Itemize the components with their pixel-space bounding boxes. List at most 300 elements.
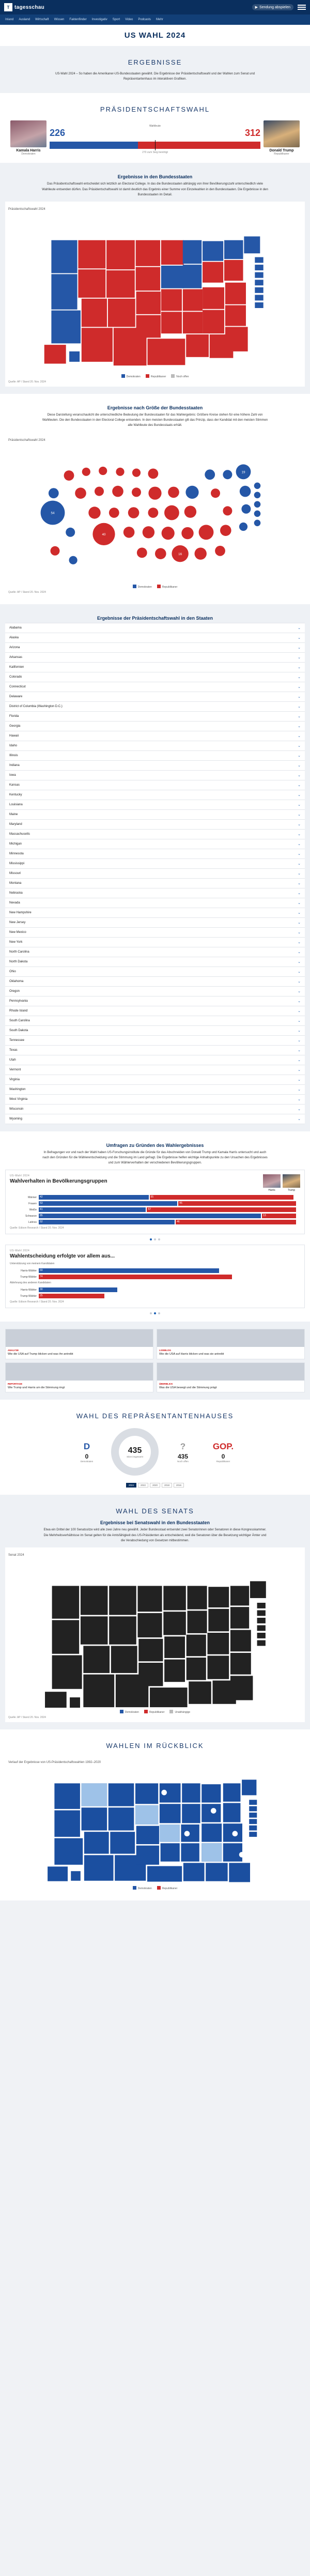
state-row[interactable] [5,869,305,879]
legend-rep: Republikaner [157,1886,177,1890]
electoral-summary [50,120,260,154]
retrospective-section [0,1729,310,1900]
state-row[interactable] [5,1036,305,1046]
senate-section [0,1495,310,1729]
chevron-down-icon: ⌄ [298,871,301,876]
poll-card-motivation[interactable] [5,1245,305,1308]
bar-value-rep: 13 [263,1214,266,1218]
senate-legend [8,1710,302,1714]
state-row[interactable] [5,1105,305,1114]
state-row[interactable] [5,633,305,643]
senate-caption: Quelle: AP / Stand 20. Nov. 2024 [8,1716,46,1719]
state-row[interactable] [5,800,305,810]
teaser-card[interactable] [5,1329,153,1359]
state-name: Rhode Island [9,1009,28,1013]
state-name: Delaware [9,695,23,698]
bubble-map-svg[interactable] [8,443,302,582]
svg-text:40: 40 [102,532,106,536]
senate-map-svg[interactable] [8,1558,302,1708]
state-name: New York [9,940,23,944]
majority-note: 270 zum Sieg benötigt [142,151,168,155]
state-name: Ohio [9,970,16,973]
state-row[interactable] [5,1065,305,1075]
bar-row [10,1220,300,1224]
state-row[interactable] [5,918,305,928]
chevron-down-icon: ⌄ [298,812,301,817]
electoral-counts [50,128,260,139]
card-kicker: US-Wahl 2024 [10,1249,30,1253]
chevron-down-icon: ⌄ [298,1078,301,1082]
house-party-open [167,1442,199,1463]
poll-card-demographics[interactable] [5,1170,305,1234]
bar-row [10,1268,300,1273]
bar-label: Männer [28,1195,37,1199]
candidate-trump [264,120,300,156]
teaser-title: Was die USA bewegt und die Stimmung prägt [159,1386,217,1389]
state-name: Oklahoma [9,979,24,983]
party-count: 435 [177,1452,189,1460]
bar-value: 25 [40,1294,43,1298]
avatar [10,120,47,147]
chevron-down-icon: ⌄ [298,911,301,915]
chevron-down-icon: ⌄ [298,704,301,709]
chevron-down-icon: ⌄ [298,901,301,905]
retro-heading: WAHLEN IM RÜCKBLICK [106,1742,204,1750]
chevron-down-icon: ⌄ [298,832,301,836]
state-row[interactable] [5,879,305,888]
bar-value: 74 [40,1275,43,1279]
state-row[interactable] [5,839,305,849]
bar-row [10,1294,300,1298]
map2-subhead: Präsidentschaftswahl 2024 [8,438,45,442]
state-row[interactable] [5,761,305,771]
electoral-bar [50,142,260,149]
chevron-down-icon: ⌄ [298,744,301,748]
state-row[interactable] [5,1075,305,1085]
teaser-thumbnail [6,1329,153,1347]
bar-value-dem: 41 [40,1208,43,1212]
state-name: Montana [9,881,22,885]
state-name: Georgia [9,724,21,728]
chevron-down-icon: ⌄ [298,695,301,699]
state-name: New Mexico [9,930,26,934]
donut-center [119,1436,151,1468]
teaser-row-1 [5,1329,305,1359]
teaser-thumbnail [157,1363,304,1381]
chevron-down-icon: ⌄ [298,724,301,728]
map2-text: Diese Darstellung veranschaulicht die unterschiedliche Bedeutung der Bundesstaaten für das Wahlergebnis: Größere Kreise stehen für eine höhere Zahl von Wahlleuten. Die den Bundesstaaten in den Electoral College entsenden. In den meisten Bundesstaaten gilt das Prinzip, dass der Kandidat mit den meisten Stimmen alle Wahlleute des Bundesstaats erhält. [42,413,268,427]
presidential-heading: PRÄSIDENTSCHAFTSWAHL [100,105,210,114]
chevron-down-icon: ⌄ [298,803,301,807]
map1-subhead: Präsidentschaftswahl 2024 [8,207,45,211]
state-name: Iowa [9,773,16,777]
polls-intro: In Befragungen vor und nach der Wahl haben US-Forschungsinstitute die Gründe für das Abschneiden von Donald Trump und Kamala Harris untersucht und auch nach den Gründen für die Wählerentscheidung und die Stimmung im Land gefragt. Die Ergebnisse helfen wichtige Anhaltspunkte zu den Ursachen des Ergebnisses und zum Wählerverhalten der verschiedenen Bevölkerungsgruppen. [42,1151,268,1164]
state-name: New Jersey [9,921,26,924]
party-badge: ? [180,1441,186,1451]
pager-dot-3[interactable] [158,1238,160,1240]
house-seat-chart [5,1425,305,1479]
party-caption: Demokraten [80,1460,94,1463]
chevron-down-icon: ⌄ [298,1097,301,1101]
state-name: Michigan [9,842,22,846]
state-row[interactable] [5,859,305,869]
state-name: Nevada [9,901,20,904]
state-row[interactable] [5,898,305,908]
chevron-down-icon: ⌄ [298,862,301,866]
state-name: Connecticut [9,685,26,688]
bar-value-dem: 52 [40,1220,43,1224]
bar-value: 69 [40,1269,43,1272]
retro-map-svg[interactable] [8,1765,302,1884]
legend-open: Noch offen [171,374,189,378]
state-row[interactable] [5,1006,305,1016]
state-row[interactable] [5,996,305,1006]
nav-item-0[interactable]: Inland [5,18,14,21]
legend-ind: Unabhängige [169,1710,190,1714]
menu-button[interactable] [298,5,306,10]
senate-text: Etwa ein Drittel der 100 Senatssitze wird alle zwei Jahre neu gewählt. Jeder Bundesstaat entsendet zwei Senatorinnen oder Senatoren in diese Kongresskammer. Die Mehrheitsverhältnisse im Senat gelten für die Amtsfähigkeit des US-Präsidenten als entscheidend, weil die Senatoren über die Besetzung wichtiger Ämter und die Verabschiedung von Gesetzen mitbestimmen. [43,1528,267,1542]
state-row[interactable] [5,682,305,692]
play-icon: ▶ [255,6,258,9]
chevron-down-icon: ⌄ [298,989,301,993]
teaser-kicker: ÜBERBLICK [159,1382,173,1385]
state-row[interactable] [5,663,305,672]
state-row[interactable] [5,987,305,996]
results-section [0,46,310,93]
play-broadcast-button[interactable] [252,4,293,10]
teaser-card[interactable] [157,1329,305,1359]
electoral-votes-rep: 312 [244,128,260,139]
state-row[interactable] [5,957,305,967]
chevron-down-icon: ⌄ [298,842,301,846]
bar-value-rep: 46 [177,1220,180,1224]
state-row[interactable] [5,849,305,859]
state-row[interactable] [5,830,305,839]
state-row[interactable] [5,771,305,780]
bar-value-rep: 57 [148,1208,151,1212]
chevron-down-icon: ⌄ [298,734,301,738]
avatar [263,1174,281,1188]
teaser-card[interactable] [157,1362,305,1393]
top-header [0,0,310,14]
us-map-svg[interactable] [8,212,302,372]
card-source: Quelle: Edison Research / Stand 20. Nov. 2024 [10,1300,64,1304]
bar-row [10,1287,300,1292]
minicand-label: Harris [268,1189,275,1192]
chevron-down-icon: ⌄ [298,940,301,944]
state-row[interactable] [5,751,305,761]
chevron-down-icon: ⌄ [298,822,301,826]
bar-row [10,1214,300,1218]
states-accordion [5,623,305,1124]
senate-map[interactable] [5,1547,305,1722]
candidate-name: Kamala Harris [16,149,41,153]
nav-item-5[interactable]: Investigativ [91,18,107,21]
party-caption: Noch offen [177,1460,189,1463]
state-choropleth-map[interactable] [5,202,305,387]
nav-item-2[interactable]: Wirtschaft [35,18,49,21]
legend-rep: Republikaner [157,585,177,589]
nav-item-1[interactable]: Ausland [19,18,30,21]
candidate-party: Demokraten [21,152,36,156]
teaser-title: Wie die USA auf Trump blicken und was ihn antreibt [8,1353,73,1356]
state-name: Pennsylvania [9,999,28,1003]
state-name: Kentucky [9,793,22,796]
chevron-down-icon: ⌄ [298,773,301,777]
teaser-kicker: ANALYSE [8,1349,19,1352]
polls-title: Umfragen zu Gründen des Wahlergebnisses [106,1142,204,1148]
chevron-down-icon: ⌄ [298,675,301,679]
bar-label: Frauen [28,1202,37,1205]
chevron-down-icon: ⌄ [298,1019,301,1023]
bar-value-dem: 42 [40,1195,43,1199]
bar-value-dem: 53 [40,1202,43,1205]
chevron-down-icon: ⌄ [298,852,301,856]
bar-value-rep: 55 [150,1195,154,1199]
legend-dem: Demokraten [133,1886,152,1890]
state-row[interactable] [5,780,305,790]
chevron-down-icon: ⌄ [298,960,301,964]
teaser-card[interactable] [5,1362,153,1393]
party-count: 0 [221,1452,225,1460]
state-row[interactable] [5,1085,305,1095]
chevron-down-icon: ⌄ [298,970,301,974]
senate-heading: WAHL DES SENATS [116,1507,194,1515]
state-name: District of Columbia (Washington D.C.) [9,704,63,708]
teaser-title: Wie die USA auf Harris blicken und was sie antreibt [159,1353,224,1356]
retro-subhead: Verlauf der Ergebnisse von US-Präsidentschaftswahlen 1992–2020 [8,1761,101,1764]
state-row[interactable] [5,908,305,918]
state-name: Louisiana [9,803,23,806]
state-name: Indiana [9,763,20,767]
state-row[interactable] [5,1095,305,1105]
chevron-down-icon: ⌄ [298,891,301,895]
bar-value-dem: 85 [40,1214,43,1218]
chevron-down-icon: ⌄ [298,793,301,797]
state-row[interactable] [5,1026,305,1036]
state-row[interactable] [5,643,305,653]
year-tab-2016[interactable]: 2016 [174,1483,184,1488]
state-name: Texas [9,1048,18,1052]
teasers-section [0,1322,310,1400]
bar-value-rep: 45 [179,1202,182,1205]
avatar [283,1174,300,1188]
play-broadcast-label: Sendung abspielen [259,5,290,9]
state-row[interactable] [5,967,305,977]
group-label-support: Unterstützung von meinem Kandidaten [10,1262,55,1266]
year-tab-2020[interactable]: 2020 [150,1483,160,1488]
state-row[interactable] [5,820,305,830]
state-name: Maryland [9,822,22,826]
chevron-down-icon: ⌄ [298,763,301,768]
state-name: Oregon [9,989,20,993]
state-name: West Virginia [9,1097,28,1101]
state-row[interactable] [5,623,305,633]
chevron-down-icon: ⌄ [298,1107,301,1111]
total-seats-caption: Sitze insgesamt [127,1455,143,1458]
svg-text:16: 16 [178,552,182,556]
state-row[interactable] [5,702,305,712]
bar-label: Trump-Wähler [20,1275,37,1279]
nav-item-6[interactable]: Sport [112,18,120,21]
nav-item-3[interactable]: Wissen [54,18,65,21]
bar-label: Weiße [29,1208,37,1212]
states-list-title: Ergebnisse der Präsidentschaftswahl in den Staaten [97,615,213,621]
state-row[interactable] [5,888,305,898]
state-row[interactable] [5,1046,305,1055]
state-name: North Dakota [9,960,28,963]
state-row[interactable] [5,653,305,663]
state-name: Minnesota [9,852,24,855]
state-row[interactable] [5,692,305,702]
state-row[interactable] [5,790,305,800]
house-section [0,1400,310,1495]
cartogram-section [0,394,310,604]
page-title: US WAHL 2024 [124,31,186,40]
year-tab-2024[interactable]: 2024 [126,1483,136,1488]
state-row[interactable] [5,731,305,741]
chevron-down-icon: ⌄ [298,1038,301,1042]
state-name: Idaho [9,744,18,747]
state-row[interactable] [5,1016,305,1026]
minicand-trump [283,1174,300,1192]
results-intro: US-Wahl 2024 – So haben die Amerikaner-US-Bundesstaaten gewählt. Die Ergebnisse der Präsidentschaftswahl und der Wahlen zum Senat und Repräsentantenhaus im interaktiven Grafiken. [55,72,255,81]
candidate-name: Donald Trump [269,149,294,153]
chevron-down-icon: ⌄ [298,665,301,669]
state-name: North Carolina [9,950,29,954]
chevron-down-icon: ⌄ [298,655,301,660]
state-row[interactable] [5,712,305,722]
house-year-tabs [5,1483,305,1488]
presidential-section [0,93,310,163]
legend-dem: Demokraten [120,1710,139,1714]
state-results-section [0,163,310,394]
electoral-votes-dem: 226 [50,128,66,139]
nav-item-8[interactable]: Podcasts [138,18,151,21]
nav-item-9[interactable]: Mehr [156,18,163,21]
house-party-dem [71,1442,103,1463]
chevron-down-icon: ⌄ [298,685,301,689]
state-row[interactable] [5,741,305,751]
chevron-down-icon: ⌄ [298,1009,301,1013]
poll-pager[interactable] [5,1238,305,1240]
state-name: Mississippi [9,862,25,865]
party-count: 0 [85,1452,89,1460]
state-name: Hawaii [9,734,19,738]
year-tab-2018[interactable]: 2018 [162,1483,172,1488]
total-seats: 435 [128,1446,142,1455]
nav-item-7[interactable]: Video [125,18,133,21]
state-name: South Dakota [9,1029,28,1032]
bar-row [10,1275,300,1279]
demographics-bars [10,1195,300,1224]
map2-title: Ergebnisse nach Größe der Bundesstaaten [107,405,203,410]
state-row[interactable] [5,977,305,987]
map1-text: Das Präsidentschaftswahl entscheidet sich letztlich an Electoral College. In das die Bundesstaaten abhängig von ihrer Bevölkerungszahl unterschiedlich viele Wahlleute entsenden dürfen. Das Präsidentschaftswahl ist damit deutlich das Ergebnis einer Summe von Einzelwahlen in den Bundesstaaten. Die Ergebnisse in den Bundesstaaten im Detail. [42,182,268,196]
brand-name: tagesschau [14,4,45,10]
state-row[interactable] [5,672,305,682]
state-row[interactable] [5,1114,305,1124]
minicand-label: Trump [287,1189,296,1192]
pager-dot-2[interactable] [154,1238,156,1240]
state-row[interactable] [5,928,305,938]
legend-dem: Demokraten [133,585,152,589]
bar-row [10,1207,300,1212]
svg-text:19: 19 [241,470,245,474]
candidate-party: Republikaner [274,152,289,156]
nav-item-4[interactable]: Faktenfinder [69,18,87,21]
bar-label: Latinos [28,1220,37,1224]
state-name: South Carolina [9,1019,30,1022]
state-name: Arkansas [9,655,23,659]
state-name: Wyoming [9,1117,22,1121]
year-tab-2022[interactable]: 2022 [138,1483,148,1488]
state-row[interactable] [5,947,305,957]
bar-label: Harris-Wähler [21,1269,37,1272]
chevron-down-icon: ⌄ [298,783,301,787]
chevron-down-icon: ⌄ [298,646,301,650]
state-row[interactable] [5,938,305,947]
pager-dot-1[interactable] [150,1312,152,1314]
state-name: Nebraska [9,891,23,895]
candidate-harris [10,120,47,156]
state-name: Wisconsin [9,1107,24,1111]
card-source: Quelle: Edison Research / Stand 20. Nov. 2024 [10,1226,64,1230]
chevron-down-icon: ⌄ [298,1048,301,1052]
map2-caption: Quelle: AP / Stand 20. Nov. 2024 [8,590,46,594]
pager-dot-2[interactable] [154,1312,156,1314]
chevron-down-icon: ⌄ [298,1058,301,1062]
state-name: Alabama [9,626,22,630]
retro-map[interactable] [5,1755,305,1893]
states-accordion-section [0,604,310,1131]
polls-section [0,1131,310,1322]
state-name: Colorado [9,675,22,679]
bar-label: Harris-Wähler [21,1288,37,1292]
chevron-down-icon: ⌄ [298,881,301,885]
majority-marker [155,140,156,150]
avatar [264,120,300,147]
state-name: Alaska [9,636,19,639]
chevron-down-icon: ⌄ [298,754,301,758]
pager-dot-1[interactable] [150,1238,152,1240]
pager-dot-3[interactable] [158,1312,160,1314]
results-heading: ERGEBNISSE [128,58,182,66]
legend-rep: Republikaner [146,374,166,378]
state-name: Kansas [9,783,20,787]
card-candidates [263,1174,300,1192]
state-row[interactable] [5,810,305,820]
cartogram-map[interactable] [5,433,305,597]
chevron-down-icon: ⌄ [298,930,301,934]
party-badge: GOP. [212,1441,234,1451]
chevron-down-icon: ⌄ [298,979,301,984]
card-title: Wahlentscheidung erfolgte vor allem aus... [10,1253,115,1260]
state-row[interactable] [5,722,305,731]
poll-pager-2[interactable] [5,1312,305,1314]
teaser-title: Wie Trump und Harris um die Stimmung ringt [8,1386,65,1389]
state-row[interactable] [5,1055,305,1065]
state-name: Florida [9,714,19,718]
chevron-down-icon: ⌄ [298,999,301,1003]
bar-row [10,1201,300,1206]
brand-logo[interactable] [4,3,44,11]
motivation-bars-support [10,1268,300,1279]
candidate-header [5,118,305,156]
house-party-rep [207,1442,239,1463]
senate-title: Ergebnisse bei Senatswahl in den Bundesstaaten [100,1520,210,1526]
bar-label: Trump-Wähler [20,1294,37,1298]
